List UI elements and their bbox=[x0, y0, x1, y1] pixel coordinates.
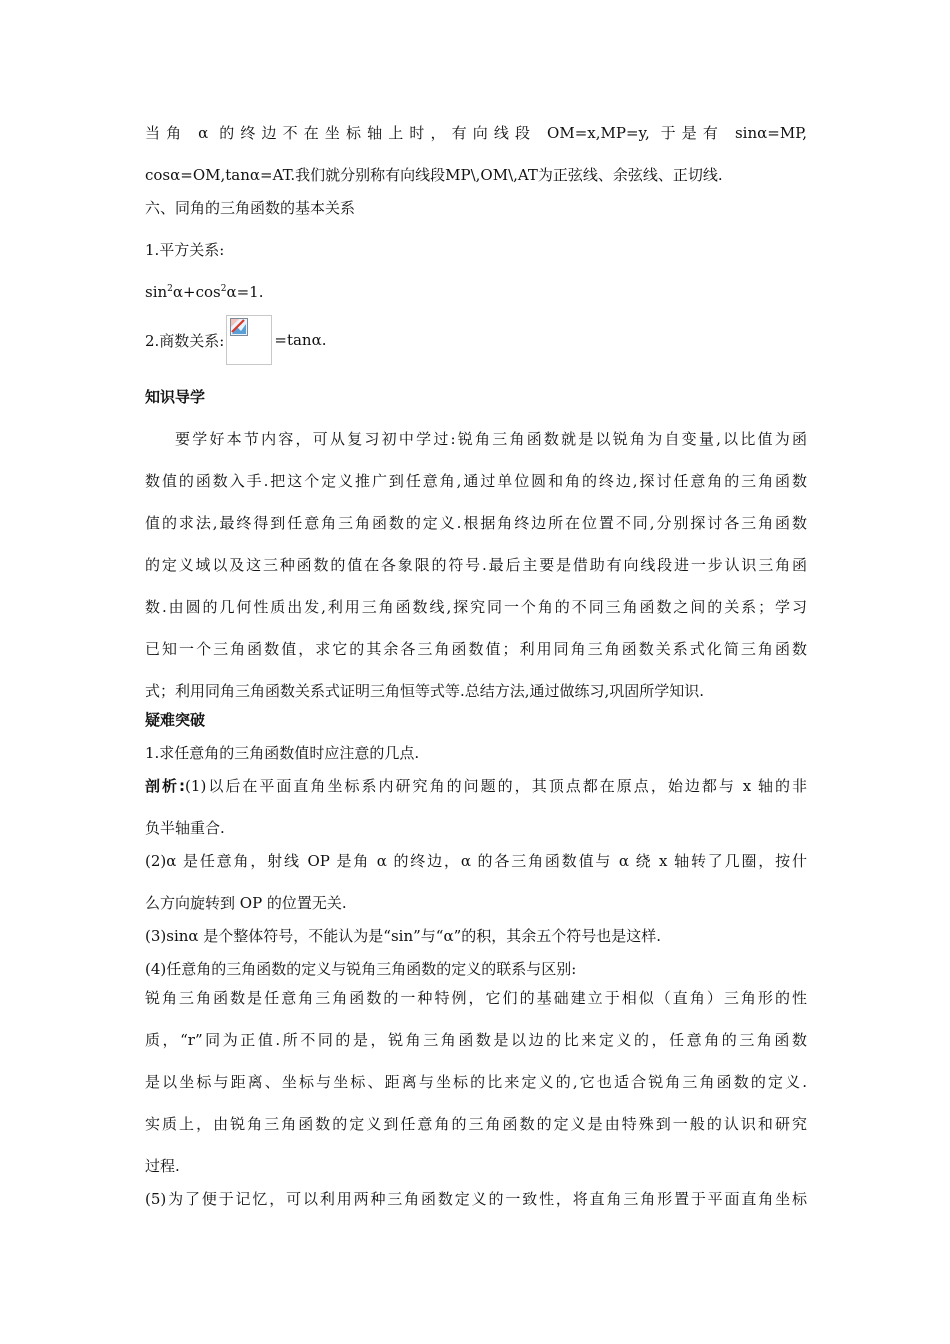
analysis-line bbox=[145, 775, 807, 798]
detail-line: 质，“r”同为正值.所不同的是，锐角三角函数是以边的比来定义的，任意角的三角函数 bbox=[145, 1031, 807, 1049]
guide-line: 数值的函数入手.把这个定义推广到任意角,通过单位圆和角的终边,探讨任意角的三角函数 bbox=[145, 472, 807, 490]
detail-line: 是以坐标与距离、坐标与坐标、距离与坐标的比来定义的,它也适合锐角三角函数的定义. bbox=[145, 1073, 807, 1091]
analysis-text: (1)以后在平面直角坐标系内研究角的问题的，其顶点都在原点，始边都与 x 轴的非 bbox=[185, 777, 807, 795]
analysis-line: 负半轴重合. bbox=[145, 819, 225, 837]
square-formula bbox=[145, 281, 807, 304]
quotient-rhs: =tanα. bbox=[274, 331, 327, 349]
detail-line: 锐角三角函数是任意角三角函数的一种特例，它们的基础建立于相似（直角）三角形的性 bbox=[145, 989, 807, 1007]
point-line: 么方向旋转到 OP 的位置无关. bbox=[145, 894, 347, 912]
formula-image-placeholder bbox=[226, 315, 272, 365]
guide-line: 已知一个三角函数值，求它的其余各三角函数值；利用同角三角函数关系式化简三角函数 bbox=[145, 640, 807, 658]
guide-line: 数.由圆的几何性质出发,利用三角函数线,探究同一个角的不同三角函数之间的关系；学习 bbox=[145, 598, 807, 616]
point-line: (3)sinα 是个整体符号，不能认为是“sin”与“α”的积，其余五个符号也是这样. bbox=[145, 927, 662, 945]
para-line: cosα=OM,tanα=AT.我们就分别称有向线段MP\,OM\,AT为正弦线、余弦线、正切线. bbox=[145, 166, 723, 184]
broken-image-icon bbox=[230, 318, 248, 336]
heading-difficulty: 疑难突破 bbox=[145, 711, 206, 729]
subsection-title: 1.平方关系: bbox=[145, 241, 225, 259]
quotient-label: 2.商数关系: bbox=[145, 331, 225, 350]
formula-exponent: 2 bbox=[167, 284, 173, 294]
point-title: 1.求任意角的三角函数值时应注意的几点. bbox=[145, 744, 420, 762]
para-line: 当角 α 的终边不在坐标轴上时，有向线段 OM=x,MP=y, 于是有 sinα=MP, bbox=[145, 124, 807, 142]
analysis-label: 剖析: bbox=[145, 777, 186, 795]
point-line: (5)为了便于记忆，可以利用两种三角函数定义的一致性，将直角三角形置于平面直角坐标 bbox=[145, 1190, 807, 1208]
heading-guide: 知识导学 bbox=[145, 388, 206, 406]
point-line: (2)α 是任意角，射线 OP 是角 α 的终边，α 的各三角函数值与 α 绕 x 轴转了几圈，按什 bbox=[145, 852, 807, 870]
detail-line: 实质上，由锐角三角函数的定义到任意角的三角函数的定义是由特殊到一般的认识和研究 bbox=[145, 1115, 807, 1133]
guide-line: 要学好本节内容，可从复习初中学过:锐角三角函数就是以锐角为自变量,以比值为函 bbox=[175, 430, 807, 448]
formula-exponent: 2 bbox=[220, 284, 227, 294]
detail-line: 过程. bbox=[145, 1157, 180, 1175]
formula-part: sin bbox=[145, 283, 168, 301]
formula-part: α=1. bbox=[226, 283, 264, 301]
guide-line: 值的求法,最终得到任意角三角函数的定义.根据角终边所在位置不同,分别探讨各三角函数 bbox=[145, 514, 807, 532]
point-line: (4)任意角的三角函数的定义与锐角三角函数的定义的联系与区别: bbox=[145, 960, 577, 978]
document-body bbox=[145, 122, 807, 1211]
formula-part: α+cos bbox=[172, 283, 221, 301]
quotient-relation bbox=[145, 310, 807, 370]
guide-line: 式；利用同角三角函数关系式证明三角恒等式等.总结方法,通过做练习,巩固所学知识. bbox=[145, 682, 705, 700]
section-title: 六、同角的三角函数的基本关系 bbox=[145, 199, 356, 217]
guide-line: 的定义域以及这三种函数的值在各象限的符号.最后主要是借助有向线段进一步认识三角函 bbox=[145, 556, 807, 574]
